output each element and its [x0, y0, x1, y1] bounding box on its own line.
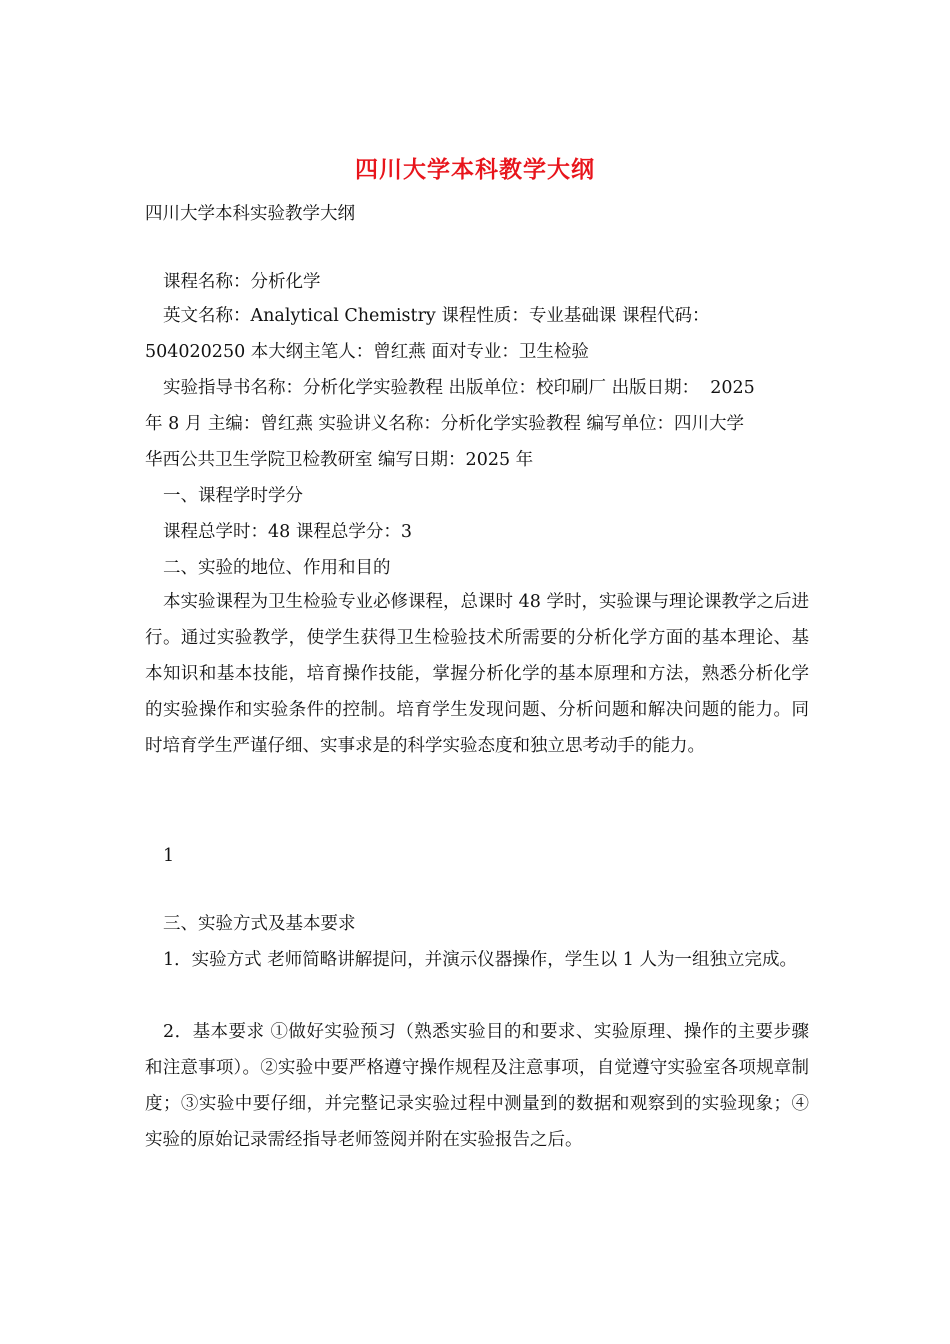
course-name-line: 课程名称：分析化学	[163, 272, 321, 292]
section-3-item-1: 1．实验方式 老师简略讲解提问，并演示仪器操作，学生以 1 人为一组独立完成。	[163, 950, 797, 970]
document-subtitle: 四川大学本科实验教学大纲	[145, 204, 355, 224]
course-info-line-1: 英文名称：Analytical Chemistry 课程性质：专业基础课 课程代码：	[163, 306, 710, 326]
page-number: 1	[163, 846, 175, 866]
section-1-heading: 一、课程学时学分	[163, 486, 303, 506]
course-info-line-4: 年 8 月 主编：曾红燕 实验讲义名称：分析化学实验教程 编写单位：四川大学	[145, 414, 744, 434]
section-2-heading: 二、实验的地位、作用和目的	[163, 558, 391, 578]
section-3-item-2: 2．基本要求 ①做好实验预习（熟悉实验目的和要求、实验原理、操作的主要步骤和注意事项）。②实验中要严格遵守操作规程及注意事项，自觉遵守实验室各项规章制度；③实验中要仔细，并完整记录实验过程中测量到的数据和观察到的实验现象；④实验的原始记录需经指导老师签阅并附在实验报告之后。	[145, 1022, 809, 1150]
section-3-heading: 三、实验方式及基本要求	[163, 914, 356, 934]
document-title: 四川大学本科教学大纲	[355, 156, 595, 183]
course-info-line-3: 实验指导书名称：分析化学实验教程 出版单位：校印刷厂 出版日期： 2025	[163, 378, 755, 398]
course-info-line-5: 华西公共卫生学院卫检教研室 编写日期：2025 年	[145, 450, 534, 470]
section-1-content: 课程总学时：48 课程总学分：3	[163, 522, 412, 542]
course-info-line-2: 504020250 本大纲主笔人：曾红燕 面对专业：卫生检验	[145, 342, 589, 362]
section-2-paragraph: 本实验课程为卫生检验专业必修课程，总课时 48 学时，实验课与理论课教学之后进行。通过实验教学，使学生获得卫生检验技术所需要的分析化学方面的基本理论、基本知识和基本技能，培育操作技能，掌握分析化学的基本原理和方法，熟悉分析化学的实验操作和实验条件的控制。培育学生发现问题、分析问题和解决问题的能力。同时培育学生严谨仔细、实事求是的科学实验态度和独立思考动手的能力。	[145, 592, 809, 756]
